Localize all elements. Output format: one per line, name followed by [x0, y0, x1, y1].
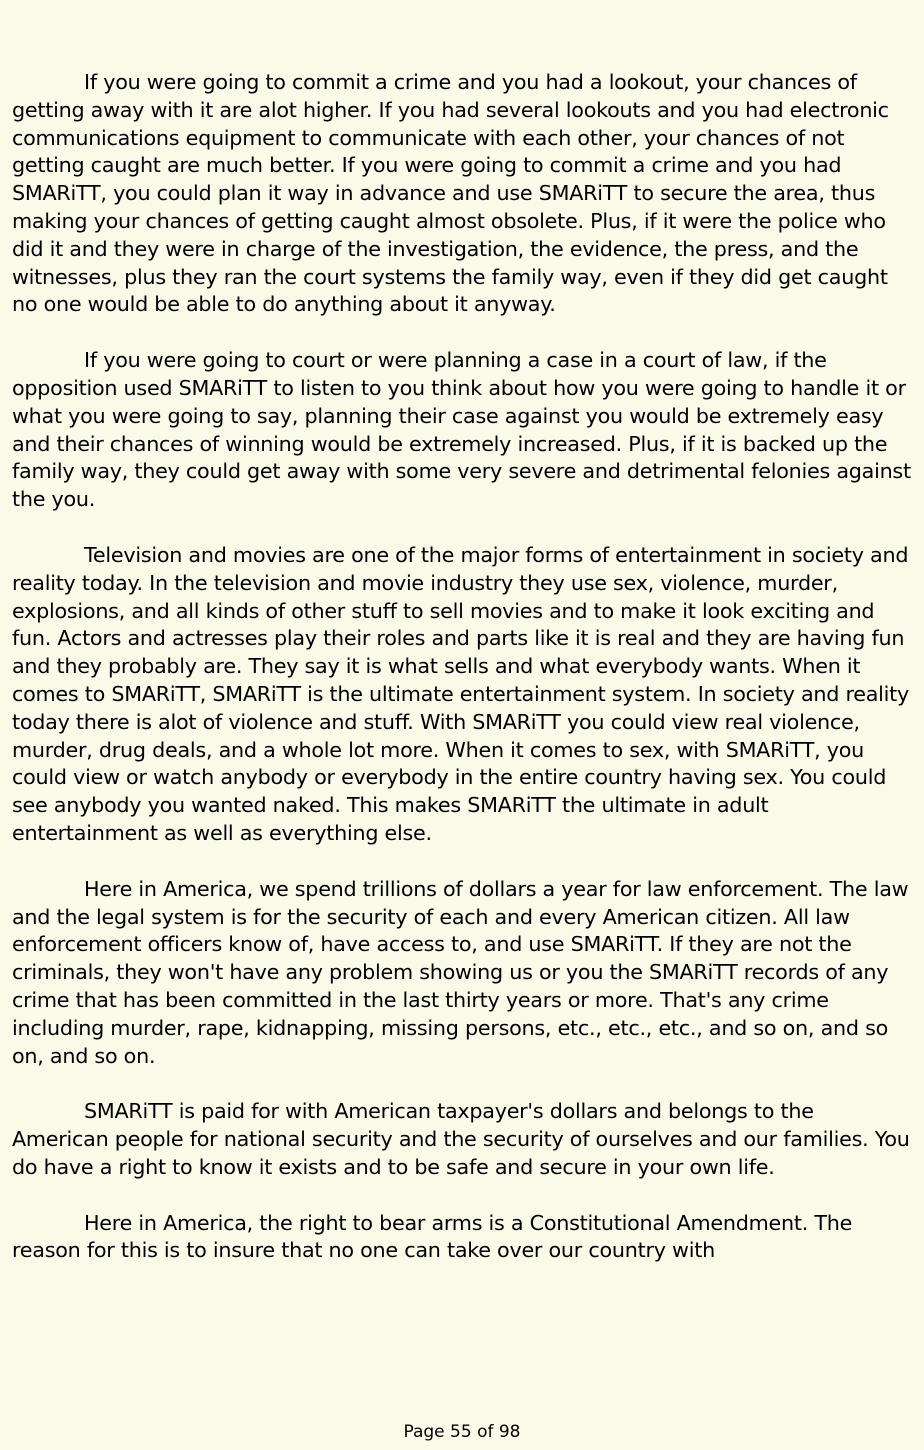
- paragraph-lookout: If you were going to commit a crime and you had a lookout, your chances of getting away with it are alot higher. If you had several lookouts and you had electronic communications equipment to communicate with each other, your chances of not getting caught are much better. If you were going to commit a crime and you had SMARiTT, you could plan it way in advance and use SMARiTT to secure the area, thus making your chances of getting caught almost obsolete. Plus, if it were the police who did it and they were in charge of the investigation, the evidence, the press, and the witnesses, plus they ran the court systems the family way, even if they did get caught no one would be able to do anything about it anyway.: [12, 70, 889, 317]
- paragraph-taxpayer: SMARiTT is paid for with American taxpayer's dollars and belongs to the American people for national security and the security of ourselves and our families. You do have a right to know it exists and to be safe and secure in your own life.: [12, 1099, 910, 1179]
- paragraph-court: If you were going to court or were planning a case in a court of law, if the opposition used SMARiTT to listen to you think about how you were going to handle it or what you were going to say, planning their case against you would be extremely easy and their chances of winning would be extremely increased. Plus, if it is backed up the family way, they could get away with some very severe and detrimental felonies against the you.: [12, 348, 911, 512]
- paragraph-entertainment: Television and movies are one of the major forms of entertainment in society and reality today. In the television and movie industry they use sex, violence, murder, explosions, and all kinds of other stuff to sell movies and to make it look exciting and fun. Actors and actresses play their roles and parts like it is real and they are having fun and they probably are. They say it is what sells and what everybody wants. When it comes to SMARiTT, SMARiTT is the ultimate entertainment system. In society and reality today there is alot of violence and stuff. With SMARiTT you could view real violence, murder, drug deals, and a whole lot more. When it comes to sex, with SMARiTT, you could view or watch anybody or everybody in the entire country having sex. You could see anybody you wanted naked. This makes SMARiTT the ultimate in adult entertainment as well as everything else.: [12, 542, 910, 845]
- document-page: [12, 69, 912, 1293]
- page-number: Page 55 of 98: [403, 1422, 521, 1442]
- paragraph-right-to-bear-arms: Here in America, the right to bear arms is a Constitutional Amendment. The reason for this is to insure that no one can take over our country with: [12, 1210, 853, 1263]
- paragraph-law-enforcement: Here in America, we spend trillions of dollars a year for law enforcement. The law and the legal system is for the security of each and every American citizen. All law enforcement officers know of, have access to, and use SMARiTT. If they are not the criminals, they won't have any problem showing us or you the SMARiTT records of any crime that has been committed in the last thirty years or more. That's any crime including murder, rape, kidnapping, missing persons, etc., etc., etc., and so on, and so on, and so on.: [12, 876, 909, 1068]
